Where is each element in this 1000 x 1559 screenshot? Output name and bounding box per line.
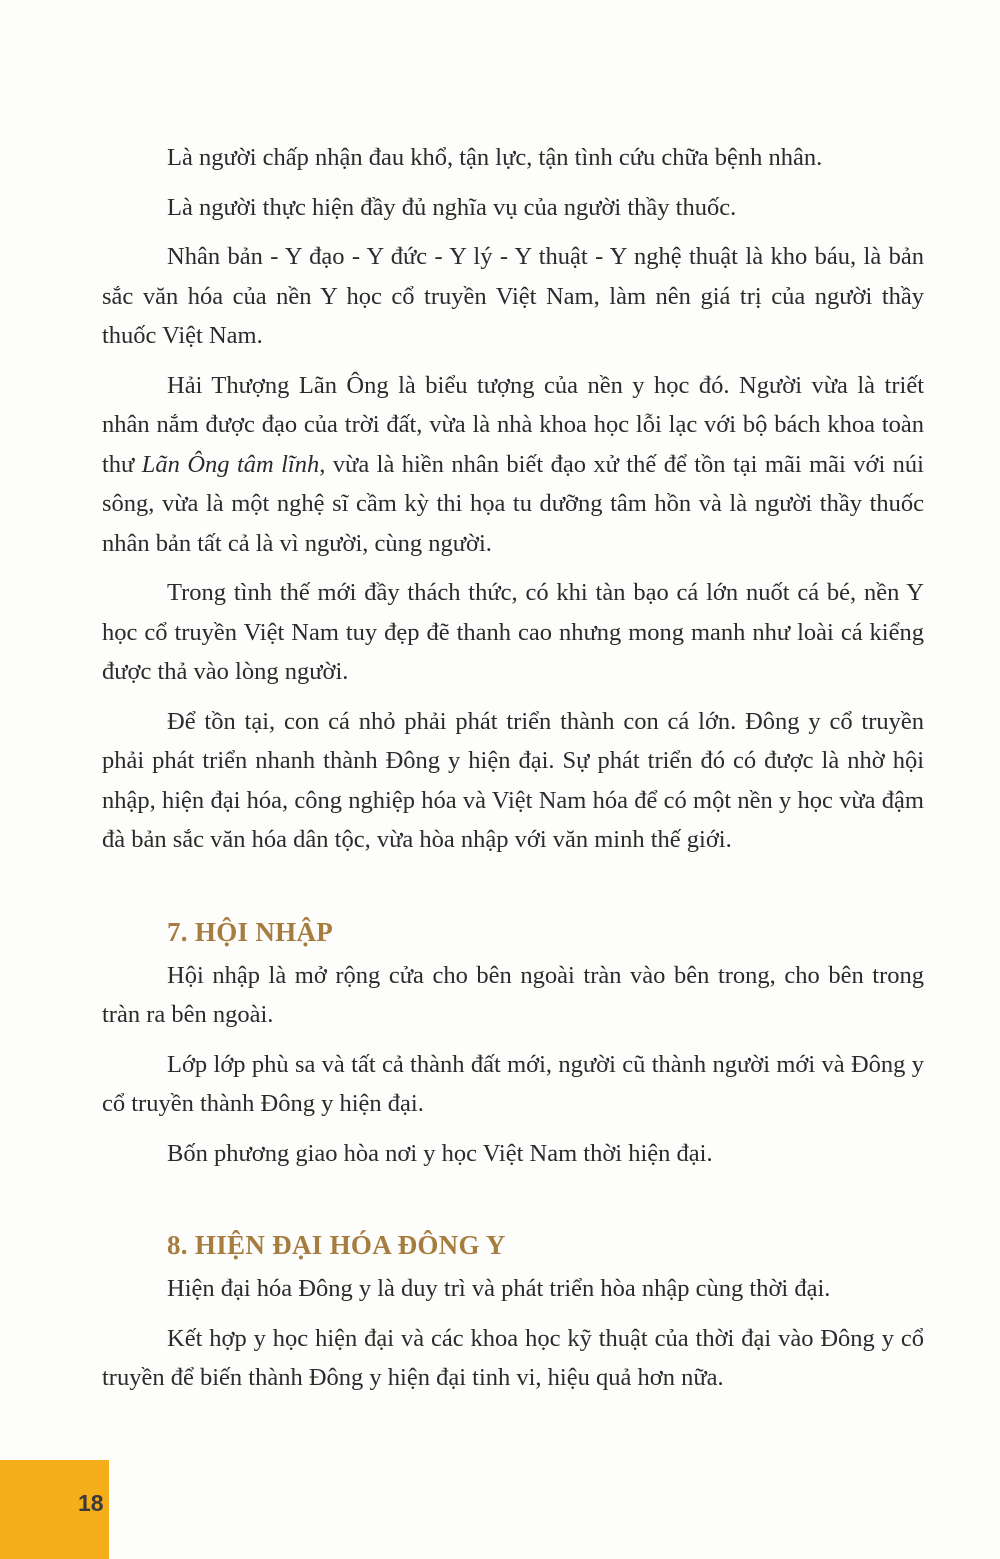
section-heading: 8. HIỆN ĐẠI HÓA ĐÔNG Y <box>167 1230 506 1260</box>
paragraph-hai-thuong <box>102 366 924 564</box>
paragraph: Trong tình thế mới đầy thách thức, có khi tàn bạo cá lớn nuốt cá bé, nền Y học cổ truyền Việt Nam tuy đẹp đẽ thanh cao nhưng mong manh như loài cá kiểng được thả vào lòng người. <box>102 579 924 685</box>
text-column <box>102 138 924 1398</box>
page-number: 18 <box>78 1490 104 1516</box>
section-heading: 7. HỘI NHẬP <box>167 916 334 947</box>
paragraph: Nhân bản - Y đạo - Y đức - Y lý - Y thuật - Y nghệ thuật là kho báu, là bản sắc văn hóa của nền Y học cổ truyền Việt Nam, làm nên giá trị của người thầy thuốc Việt Nam. <box>102 243 924 349</box>
paragraph: Kết hợp y học hiện đại và các khoa học kỹ thuật của thời đại vào Đông y cổ truyền để biến thành Đông y hiện đại tinh vi, hiệu quả hơn nữa. <box>102 1324 924 1391</box>
paragraph-text: , vừa là hiền nhân biết đạo xử thế để tồn tại mãi mãi với núi sông, vừa là một nghệ sĩ cầm kỳ thi họa tu dưỡng tâm hồn và là người thầy thuốc nhân bản tất cả là vì người, cùng người. <box>102 450 924 557</box>
paragraph: Là người thực hiện đầy đủ nghĩa vụ của người thầy thuốc. <box>167 193 737 221</box>
paragraph: Hội nhập là mở rộng cửa cho bên ngoài tràn vào bên trong, cho bên trong tràn ra bên ngoài. <box>102 961 924 1028</box>
paragraph: Để tồn tại, con cá nhỏ phải phát triển thành con cá lớn. Đông y cổ truyền phải phát triển nhanh thành Đông y hiện đại. Sự phát triển đó có được là nhờ hội nhập, hiện đại hóa, công nghiệp hóa và Việt Nam hóa để có một nền y học vừa đậm đà bản sắc văn hóa dân tộc, vừa hòa nhập với văn minh thế giới. <box>102 707 924 853</box>
paragraph: Hiện đại hóa Đông y là duy trì và phát triển hòa nhập cùng thời đại. <box>167 1275 831 1302</box>
paragraph: Bốn phương giao hòa nơi y học Việt Nam thời hiện đại. <box>167 1139 713 1167</box>
paragraph-text: Hải Thượng Lãn Ông là biểu tượng của nền y học đó. Người vừa là triết nhân nắm được đạo của trời đất, vừa là nhà khoa học lỗi lạc với bộ bách khoa toàn thư <box>102 371 924 478</box>
book-title: Lãn Ông tâm lĩnh <box>141 450 320 478</box>
paragraph: Là người chấp nhận đau khổ, tận lực, tận tình cứu chữa bệnh nhân. <box>167 144 823 171</box>
paragraph: Lớp lớp phù sa và tất cả thành đất mới, người cũ thành người mới và Đông y cổ truyền thành Đông y hiện đại. <box>102 1050 924 1117</box>
